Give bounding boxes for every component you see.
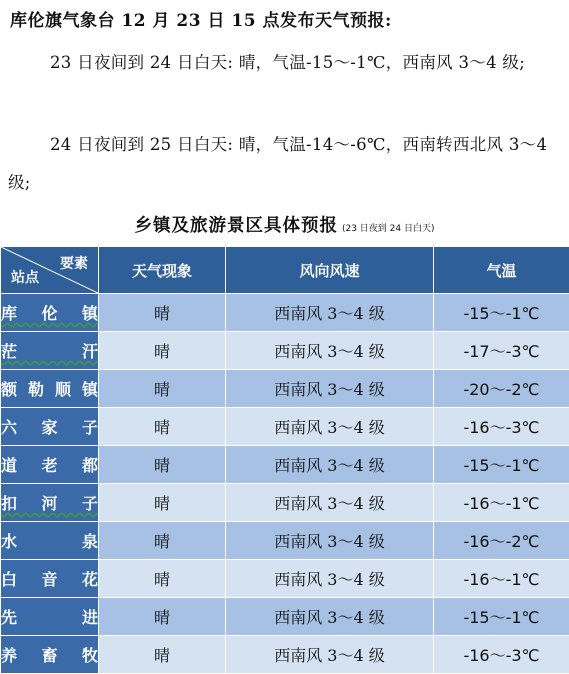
table-row [1,408,569,446]
table-title [0,212,569,237]
table-row [1,484,569,522]
weather-cell: 晴 [99,560,226,598]
station-name: 六家子 [1,408,99,446]
temperature-cell: -16～-1℃ [434,560,569,598]
temperature-cell: -16～-2℃ [434,522,569,560]
station-name: 茫汗 [1,332,99,370]
column-header-wind: 风向风速 [226,247,434,294]
station-name: 扣河子 [1,484,99,522]
station-name: 库伦镇 [1,294,99,332]
wind-cell: 西南风 3～4 级 [226,598,434,636]
wind-cell: 西南风 3～4 级 [226,408,434,446]
wind-cell: 西南风 3～4 级 [226,446,434,484]
station-name: 先进 [1,598,99,636]
weather-cell: 晴 [99,294,226,332]
wind-cell: 西南风 3～4 级 [226,370,434,408]
table-row [1,560,569,598]
wind-cell: 西南风 3～4 级 [226,332,434,370]
weather-cell: 晴 [99,370,226,408]
corner-label-element: 要素 [60,253,88,273]
station-name: 养畜牧 [1,636,99,674]
temperature-cell: -20～-2℃ [434,370,569,408]
station-name: 白音花 [1,560,99,598]
table-header-row [1,247,569,294]
temperature-cell: -17～-3℃ [434,332,569,370]
wind-cell: 西南风 3～4 级 [226,484,434,522]
column-header-weather: 天气现象 [99,247,226,294]
table-row [1,598,569,636]
table-title-note: (23 日夜到 24 日白天) [342,224,435,234]
corner-label-station: 站点 [11,267,39,287]
station-name: 水泉 [1,522,99,560]
temperature-cell: -16～-3℃ [434,408,569,446]
forecast-paragraph-2: 24 日夜间到 25 日白天: 晴，气温-14～-6℃，西南转西北风 3～4 级; [8,126,564,202]
table-row [1,522,569,560]
temperature-cell: -15～-1℃ [434,294,569,332]
temperature-cell: -16～-1℃ [434,484,569,522]
weather-cell: 晴 [99,484,226,522]
table-title-text: 乡镇及旅游景区具体预报 [134,216,338,236]
wind-cell: 西南风 3～4 级 [226,522,434,560]
weather-cell: 晴 [99,446,226,484]
table-row [1,332,569,370]
page-title: 库伦旗气象台 12 月 23 日 15 点发布天气预报: [10,8,562,34]
weather-cell: 晴 [99,332,226,370]
corner-header [1,247,99,294]
wind-cell: 西南风 3～4 级 [226,294,434,332]
weather-cell: 晴 [99,598,226,636]
weather-cell: 晴 [99,636,226,674]
forecast-paragraph-1: 23 日夜间到 24 日白天: 晴，气温-15～-1℃，西南风 3～4 级; [8,44,564,82]
weather-cell: 晴 [99,522,226,560]
wind-cell: 西南风 3～4 级 [226,560,434,598]
table-row [1,370,569,408]
table-row [1,294,569,332]
station-name: 道老都 [1,446,99,484]
temperature-cell: -15～-1℃ [434,598,569,636]
forecast-table [0,246,569,674]
temperature-cell: -16～-3℃ [434,636,569,674]
table-row [1,636,569,674]
table-row [1,446,569,484]
weather-cell: 晴 [99,408,226,446]
column-header-temperature: 气温 [434,247,569,294]
temperature-cell: -15～-1℃ [434,446,569,484]
wind-cell: 西南风 3～4 级 [226,636,434,674]
station-name: 额勒顺镇 [1,370,99,408]
